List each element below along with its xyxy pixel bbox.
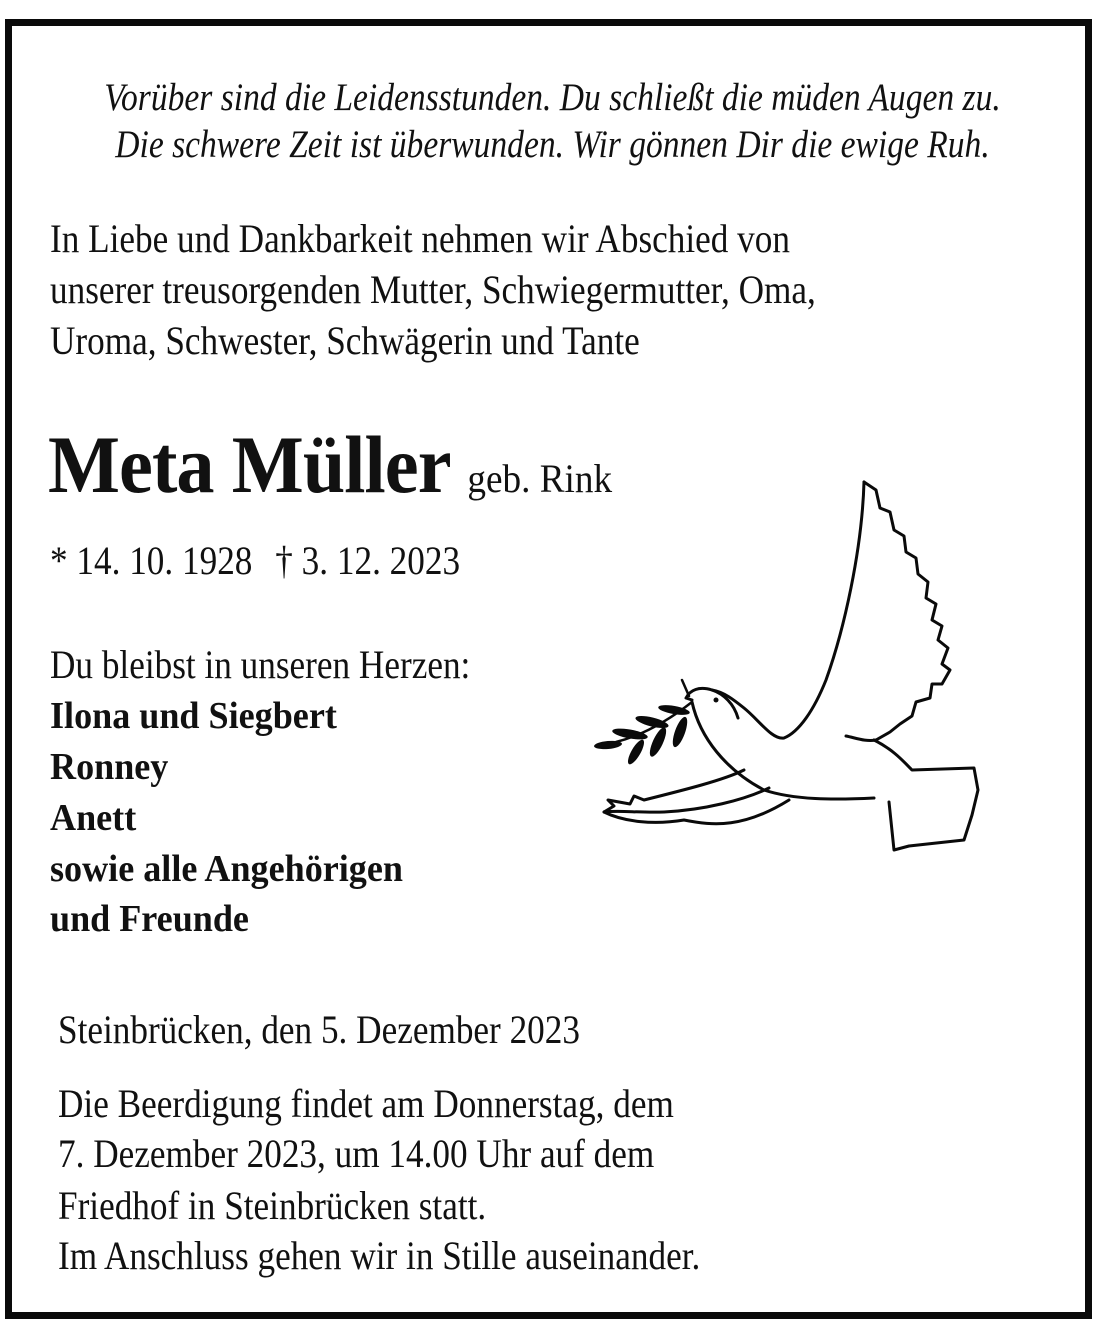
mourner-line: Ronney <box>50 746 169 788</box>
death-date: † 3. 12. 2023 <box>275 538 461 583</box>
funeral-line-2: 7. Dezember 2023, um 14.00 Uhr auf dem <box>58 1131 655 1176</box>
funeral-line-3: Friedhof in Steinbrücken statt. <box>58 1183 487 1228</box>
mourner-line: sowie alle Angehörigen <box>50 848 403 890</box>
verse-line-1: Vorüber sind die Leidensstunden. Du schließt die müden Augen zu. <box>104 76 1001 119</box>
place-date: Steinbrücken, den 5. Dezember 2023 <box>58 1007 580 1052</box>
birth-date: * 14. 10. 1928 <box>50 538 253 583</box>
maiden-name: geb. Rink <box>467 456 613 501</box>
mourner-line: Anett <box>50 797 137 839</box>
deceased-name: Meta Müller <box>48 419 451 510</box>
dove-with-olive-branch-icon <box>594 470 984 855</box>
intro-line-1: In Liebe und Dankbarkeit nehmen wir Abschied von <box>50 216 790 261</box>
funeral-line-4: Im Anschluss gehen wir in Stille auseinander. <box>58 1233 701 1278</box>
mourners-heading: Du bleibst in unseren Herzen: <box>50 642 471 687</box>
mourner-line: Ilona und Siegbert <box>50 695 337 737</box>
mourner-line: und Freunde <box>50 898 249 940</box>
life-dates <box>50 538 461 583</box>
intro-line-3: Uroma, Schwester, Schwägerin und Tante <box>50 318 640 363</box>
funeral-line-1: Die Beerdigung findet am Donnerstag, dem <box>58 1081 674 1126</box>
verse-line-2: Die schwere Zeit ist überwunden. Wir gönnen Dir die ewige Ruh. <box>115 123 990 166</box>
intro-line-2: unserer treusorgenden Mutter, Schwiegermutter, Oma, <box>50 267 816 312</box>
deceased-name-block <box>48 419 613 510</box>
